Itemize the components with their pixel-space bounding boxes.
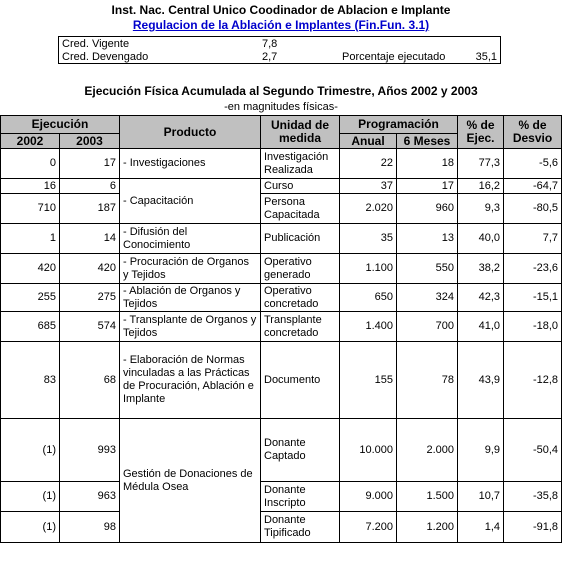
cell-anual: 1.100 bbox=[340, 254, 397, 284]
cell-pct-desvio: -23,6 bbox=[504, 254, 562, 284]
table-row bbox=[1, 342, 562, 419]
credit-box bbox=[58, 36, 501, 64]
program-subtitle: Regulacion de la Ablación e Implantes (Fin.Fun. 3.1) bbox=[132, 18, 430, 32]
cell-producto: - Procuración de Organos y Tejidos bbox=[120, 254, 261, 284]
cell-anual: 37 bbox=[340, 179, 397, 194]
cell-2002: 16 bbox=[1, 179, 60, 194]
cell-6meses: 17 bbox=[397, 179, 458, 194]
cred-devengado-value: 2,7 bbox=[262, 51, 278, 63]
cell-anual: 9.000 bbox=[340, 482, 397, 512]
section-title: Ejecución Física Acumulada al Segundo Trimestre, Años 2002 y 2003 bbox=[84, 84, 478, 98]
header-2003: 2003 bbox=[60, 134, 120, 149]
cell-6meses: 78 bbox=[397, 342, 458, 419]
table-row bbox=[1, 194, 562, 224]
cell-6meses: 700 bbox=[397, 312, 458, 342]
porcentaje-value: 35,1 bbox=[475, 51, 497, 63]
cell-anual: 2.020 bbox=[340, 194, 397, 224]
cell-2003: 993 bbox=[60, 419, 120, 482]
section-subtitle: -en magnitudes físicas- bbox=[224, 101, 338, 113]
cell-pct-desvio: -18,0 bbox=[504, 312, 562, 342]
cell-6meses: 13 bbox=[397, 224, 458, 254]
cell-producto: Gestión de Donaciones de Médula Osea bbox=[120, 419, 261, 543]
cell-6meses: 960 bbox=[397, 194, 458, 224]
cell-2002: (1) bbox=[1, 419, 60, 482]
cell-2002: 685 bbox=[1, 312, 60, 342]
cell-pct-desvio: -12,8 bbox=[504, 342, 562, 419]
cell-pct-ejec: 1,4 bbox=[458, 512, 504, 543]
cell-6meses: 550 bbox=[397, 254, 458, 284]
cell-unidad: Donante Tipificado bbox=[261, 512, 340, 543]
header-6meses: 6 Meses bbox=[397, 134, 458, 149]
cell-2002: 710 bbox=[1, 194, 60, 224]
cell-producto: - Transplante de Organos y Tejidos bbox=[120, 312, 261, 342]
cell-pct-ejec: 40,0 bbox=[458, 224, 504, 254]
cell-2002: 420 bbox=[1, 254, 60, 284]
cell-anual: 35 bbox=[340, 224, 397, 254]
cell-pct-ejec: 41,0 bbox=[458, 312, 504, 342]
cell-unidad: Documento bbox=[261, 342, 340, 419]
header-ejecucion: Ejecución bbox=[1, 116, 120, 134]
institution-title: Inst. Nac. Central Unico Coodinador de Ablacion e Implante bbox=[111, 3, 451, 17]
table-row bbox=[1, 482, 562, 512]
cell-pct-desvio: -91,8 bbox=[504, 512, 562, 543]
cell-anual: 155 bbox=[340, 342, 397, 419]
cell-2002: 0 bbox=[1, 149, 60, 179]
cell-2003: 14 bbox=[60, 224, 120, 254]
cell-2002: 255 bbox=[1, 284, 60, 312]
header-2002: 2002 bbox=[1, 134, 60, 149]
cell-unidad: Operativo concretado bbox=[261, 284, 340, 312]
cred-vigente-value: 7,8 bbox=[262, 38, 278, 50]
cell-anual: 650 bbox=[340, 284, 397, 312]
cell-2003: 963 bbox=[60, 482, 120, 512]
cell-pct-desvio: -80,5 bbox=[504, 194, 562, 224]
table-row bbox=[1, 312, 562, 342]
cell-pct-desvio: 7,7 bbox=[504, 224, 562, 254]
cell-pct-desvio: -15,1 bbox=[504, 284, 562, 312]
cell-pct-desvio: -5,6 bbox=[504, 149, 562, 179]
cell-unidad: Donante Inscripto bbox=[261, 482, 340, 512]
cell-unidad: Operativo generado bbox=[261, 254, 340, 284]
cell-producto: - Investigaciones bbox=[120, 149, 261, 179]
cell-2003: 574 bbox=[60, 312, 120, 342]
cell-2002: (1) bbox=[1, 482, 60, 512]
cell-pct-ejec: 42,3 bbox=[458, 284, 504, 312]
table-row bbox=[1, 512, 562, 543]
cell-anual: 22 bbox=[340, 149, 397, 179]
cell-2003: 187 bbox=[60, 194, 120, 224]
cell-pct-ejec: 43,9 bbox=[458, 342, 504, 419]
cell-2002: 1 bbox=[1, 224, 60, 254]
cell-anual: 7.200 bbox=[340, 512, 397, 543]
header-producto: Producto bbox=[120, 116, 261, 149]
table-row bbox=[1, 284, 562, 312]
cell-2003: 6 bbox=[60, 179, 120, 194]
table-row bbox=[1, 179, 562, 194]
cell-2002: 83 bbox=[1, 342, 60, 419]
cell-unidad: Investigación Realizada bbox=[261, 149, 340, 179]
cell-pct-desvio: -64,7 bbox=[504, 179, 562, 194]
cell-pct-ejec: 38,2 bbox=[458, 254, 504, 284]
cell-2003: 98 bbox=[60, 512, 120, 543]
cell-6meses: 1.200 bbox=[397, 512, 458, 543]
cell-2002: (1) bbox=[1, 512, 60, 543]
cell-unidad: Publicación bbox=[261, 224, 340, 254]
cell-unidad: Transplante concretado bbox=[261, 312, 340, 342]
cell-6meses: 1.500 bbox=[397, 482, 458, 512]
cell-unidad: Donante Captado bbox=[261, 419, 340, 482]
table-row bbox=[1, 224, 562, 254]
cell-producto: - Capacitación bbox=[120, 179, 261, 224]
header-unidad: Unidad de medida bbox=[261, 116, 340, 149]
cell-2003: 420 bbox=[60, 254, 120, 284]
cell-anual: 1.400 bbox=[340, 312, 397, 342]
cell-pct-ejec: 16,2 bbox=[458, 179, 504, 194]
table-row bbox=[1, 254, 562, 284]
cell-producto: - Difusión del Conocimiento bbox=[120, 224, 261, 254]
header-programacion: Programación bbox=[340, 116, 458, 134]
execution-table bbox=[0, 115, 562, 543]
cell-2003: 17 bbox=[60, 149, 120, 179]
cell-pct-ejec: 77,3 bbox=[458, 149, 504, 179]
cell-2003: 275 bbox=[60, 284, 120, 312]
cell-anual: 10.000 bbox=[340, 419, 397, 482]
cell-producto: - Elaboración de Normas vinculadas a las Prácticas de Procuración, Ablación e Implante bbox=[120, 342, 261, 419]
table-row bbox=[1, 149, 562, 179]
cred-devengado-label: Cred. Devengado bbox=[62, 51, 149, 63]
table-row bbox=[1, 419, 562, 482]
cell-pct-desvio: -35,8 bbox=[504, 482, 562, 512]
cred-vigente-label: Cred. Vigente bbox=[62, 38, 130, 50]
porcentaje-label: Porcentaje ejecutado bbox=[342, 51, 446, 63]
header-pct-desvio: % de Desvio bbox=[504, 116, 562, 149]
cell-2003: 68 bbox=[60, 342, 120, 419]
cell-pct-ejec: 10,7 bbox=[458, 482, 504, 512]
cell-6meses: 2.000 bbox=[397, 419, 458, 482]
cell-pct-ejec: 9,9 bbox=[458, 419, 504, 482]
cell-unidad: Persona Capacitada bbox=[261, 194, 340, 224]
cell-pct-desvio: -50,4 bbox=[504, 419, 562, 482]
cell-pct-ejec: 9,3 bbox=[458, 194, 504, 224]
header-pct-ejec: % de Ejec. bbox=[458, 116, 504, 149]
cell-6meses: 18 bbox=[397, 149, 458, 179]
cell-producto: - Ablación de Organos y Tejidos bbox=[120, 284, 261, 312]
header-anual: Anual bbox=[340, 134, 397, 149]
cell-unidad: Curso bbox=[261, 179, 340, 194]
cell-6meses: 324 bbox=[397, 284, 458, 312]
